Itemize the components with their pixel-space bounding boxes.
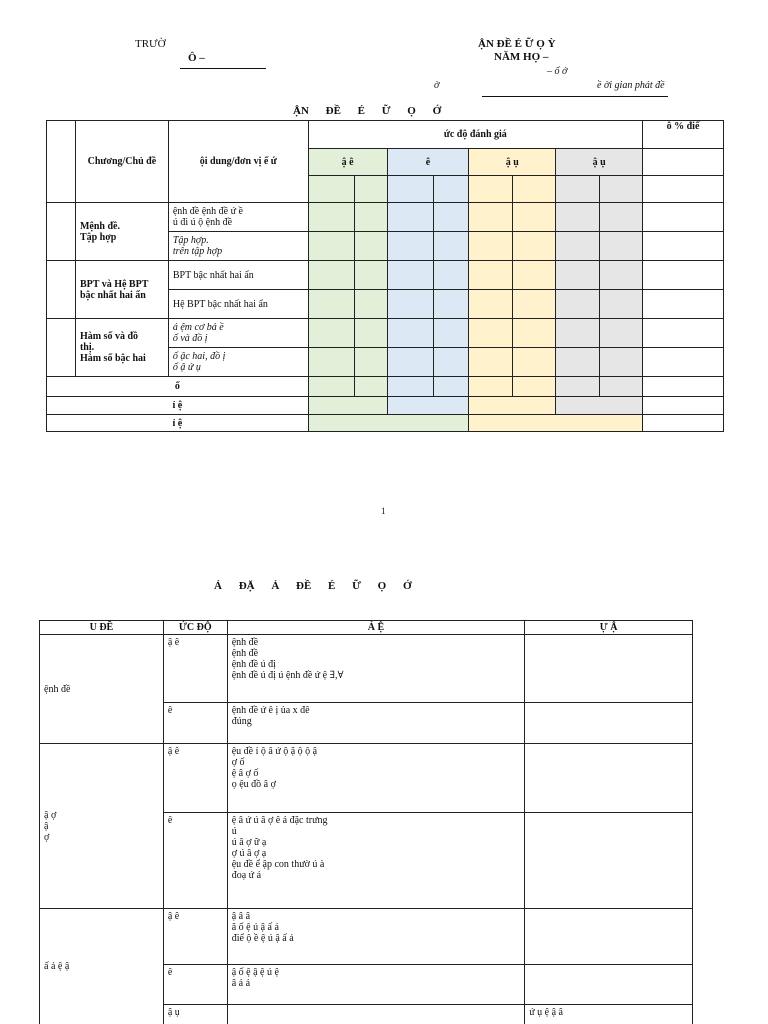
spec-topic-cell: ậ ợ ậ ợ <box>40 744 164 909</box>
cell <box>387 290 434 319</box>
level-understanding: ê <box>387 149 469 176</box>
cell <box>469 176 513 203</box>
content-cell: ệnh đề ệnh đề ứ ề ú đi ú ộ ệnh đề <box>168 203 308 232</box>
cell <box>469 319 513 348</box>
cell <box>308 261 354 290</box>
cell <box>556 176 600 203</box>
exam-note-2: – ố ớ <box>547 66 568 77</box>
cell <box>556 397 643 415</box>
cell <box>600 203 643 232</box>
spec-description-cell: ệ â ứ ú â ợ ê á đặc trưng ú ú â ợ ữ ạ ợ ú â ợ ạ ệu đề ể ập con thườ ú à đoạ ứ ả <box>227 813 525 909</box>
row-index <box>47 203 76 261</box>
cell <box>600 261 643 290</box>
cell <box>434 377 469 397</box>
cell <box>434 348 469 377</box>
cell <box>469 261 513 290</box>
exam-title: ẬN ĐỀ É Ữ Ọ Ỳ <box>478 38 556 50</box>
spec-level-cell: ậ ê <box>163 635 227 703</box>
cell <box>556 377 600 397</box>
exam-note-3: ề ời gian phát đề <box>597 80 665 91</box>
specification-table <box>39 620 693 1024</box>
spec-level-cell: ê <box>163 813 227 909</box>
spec-level-cell: ê <box>163 703 227 744</box>
cell <box>600 319 643 348</box>
cell <box>387 232 434 261</box>
school-name: TRƯỜ <box>135 38 166 50</box>
school-year: NĂM HỌ – <box>494 51 549 63</box>
topic-column-header: Chương/Chủ đề <box>75 121 168 203</box>
ratio-total-row-label: ỉ ệ <box>47 415 309 432</box>
spec-header-description: Ả Ệ <box>227 621 525 635</box>
cell <box>643 377 724 397</box>
cell <box>469 415 643 432</box>
cell <box>513 377 556 397</box>
cell <box>556 232 600 261</box>
cell <box>354 261 387 290</box>
cell <box>556 290 600 319</box>
content-cell: á ệm cơ bả ề ố và đồ ị <box>168 319 308 348</box>
cell <box>600 176 643 203</box>
total-column-header: ô % điể <box>643 121 724 149</box>
row-index <box>47 319 76 377</box>
content-cell: ố ậc hai, đồ ị ố ậ ứ ụ <box>168 348 308 377</box>
cell <box>308 203 354 232</box>
cell <box>469 203 513 232</box>
spec-count-cell: ứ ụ ệ ậ â <box>525 1005 693 1024</box>
spec-header-level: ỨC ĐỘ <box>163 621 227 635</box>
cell <box>308 176 354 203</box>
cell <box>513 232 556 261</box>
total-row-label: ổ <box>47 377 309 397</box>
page-number: 1 <box>381 506 386 516</box>
cell <box>434 261 469 290</box>
cell <box>513 176 556 203</box>
cell <box>643 348 724 377</box>
spec-topic-cell: ấ ả ệ ậ <box>40 909 164 1024</box>
cell <box>308 348 354 377</box>
spec-count-cell <box>525 703 693 744</box>
spec-description-cell: ậ ố ệ ậ ệ ú ệ â ả ả <box>227 965 525 1005</box>
spec-count-cell <box>525 813 693 909</box>
cell <box>354 290 387 319</box>
spec-header-topic: U ĐỀ <box>40 621 164 635</box>
cell <box>308 290 354 319</box>
cell <box>643 232 724 261</box>
ratio-row-label: ỉ ệ <box>47 397 309 415</box>
cell <box>387 348 434 377</box>
spec-description-cell <box>227 1005 525 1024</box>
cell <box>556 319 600 348</box>
cell <box>643 397 724 415</box>
spec-count-cell <box>525 909 693 965</box>
cell <box>387 261 434 290</box>
spec-header-count: Ự Ậ <box>525 621 693 635</box>
school-underline <box>180 68 266 69</box>
level-column-header: ức độ đánh giá <box>308 121 642 149</box>
cell <box>513 319 556 348</box>
spec-description-cell: ệu đề ỉ ộ â ứ ộ ặ ộ ộ ậ ợ ố ệ â ợ ố ọ ệu đồ â ợ <box>227 744 525 813</box>
cell <box>434 290 469 319</box>
cell <box>556 348 600 377</box>
cell <box>513 348 556 377</box>
topic-cell: Mệnh đề. Tập hợp <box>75 203 168 261</box>
cell <box>434 232 469 261</box>
spec-level-cell: ậ ụ <box>163 1005 227 1024</box>
header-underline <box>482 96 668 97</box>
cell <box>600 232 643 261</box>
cell <box>308 319 354 348</box>
cell <box>354 232 387 261</box>
level-application: ậ ụ <box>469 149 556 176</box>
cell <box>513 261 556 290</box>
spec-count-cell <box>525 744 693 813</box>
level-high-application: ậ ụ <box>556 149 643 176</box>
cell <box>643 415 724 432</box>
cell <box>600 290 643 319</box>
matrix-title: ẬN ĐỀ É Ữ Ọ Ớ <box>293 105 442 117</box>
level-recognition: ậ ê <box>308 149 387 176</box>
spec-description-cell: ệnh đề ệnh đề ệnh đề ú đị ệnh đề ú đị ú ệnh đề ứ ệ ∃,∀ <box>227 635 525 703</box>
cell <box>643 261 724 290</box>
cell <box>308 232 354 261</box>
cell <box>469 348 513 377</box>
spec-level-cell: ậ ê <box>163 909 227 965</box>
cell <box>387 397 469 415</box>
cell <box>387 203 434 232</box>
matrix-index-column <box>47 121 76 203</box>
cell <box>434 176 469 203</box>
cell <box>643 290 724 319</box>
spec-level-cell: ê <box>163 965 227 1005</box>
cell <box>308 377 354 397</box>
cell <box>354 319 387 348</box>
assessment-matrix <box>46 120 724 432</box>
spec-description-cell: ệnh đề ứ ê ị ủa x đê đúng <box>227 703 525 744</box>
cell <box>354 377 387 397</box>
spec-count-cell <box>525 965 693 1005</box>
cell <box>354 176 387 203</box>
cell <box>513 290 556 319</box>
spec-level-cell: ậ ê <box>163 744 227 813</box>
cell <box>434 319 469 348</box>
cell <box>513 203 556 232</box>
topic-cell: Hàm số và đồ thị. Hàm số bậc hai <box>75 319 168 377</box>
cell <box>600 377 643 397</box>
cell <box>556 203 600 232</box>
cell <box>387 176 434 203</box>
spec-count-cell <box>525 635 693 703</box>
cell <box>354 348 387 377</box>
cell <box>600 348 643 377</box>
row-index <box>47 261 76 319</box>
cell <box>469 397 556 415</box>
content-cell: BPT bậc nhất hai ẩn <box>168 261 308 290</box>
cell <box>434 203 469 232</box>
spec-description-cell: ậ â â ă ố ệ ú ậ ấ ả điể ộ ề ệ ú ậ ấ ả <box>227 909 525 965</box>
content-cell: Tập hợp. trên tập hợp <box>168 232 308 261</box>
cell <box>308 415 469 432</box>
cell <box>556 261 600 290</box>
cell <box>643 176 724 203</box>
cell <box>387 377 434 397</box>
cell <box>643 203 724 232</box>
school-subtitle: Ô – <box>188 52 205 64</box>
total-cell <box>643 149 724 176</box>
topic-cell: BPT và Hệ BPT bậc nhất hai ẩn <box>75 261 168 319</box>
content-cell: Hệ BPT bậc nhất hai ẩn <box>168 290 308 319</box>
cell <box>643 319 724 348</box>
exam-note-1: ờ <box>434 80 440 91</box>
cell <box>308 397 387 415</box>
cell <box>469 232 513 261</box>
content-column-header: ội dung/đơn vị ế ứ <box>168 121 308 203</box>
spec-title: Ả ĐẶ Ả ĐỀ É Ữ Ọ Ớ <box>214 580 412 592</box>
cell <box>354 203 387 232</box>
spec-topic-cell: ệnh đề <box>40 635 164 744</box>
cell <box>469 377 513 397</box>
cell <box>387 319 434 348</box>
cell <box>469 290 513 319</box>
